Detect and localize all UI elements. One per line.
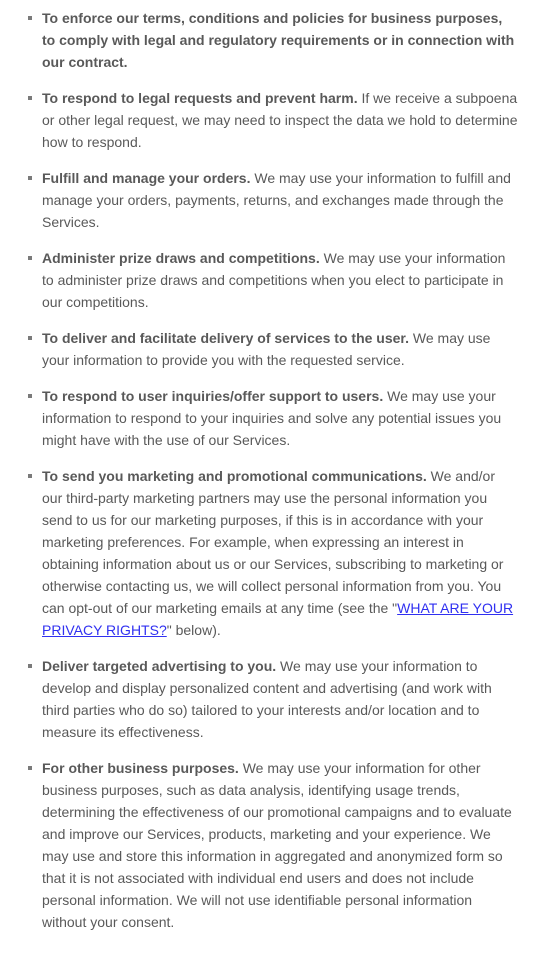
privacy-rights-link[interactable]: WHAT ARE YOUR PRIVACY RIGHTS? xyxy=(42,600,514,638)
item-text: We may use your information to develop and display personalized content and advertising (and work with third parties who do so) tailored to your interests and/or location and to measure its effectiveness. xyxy=(42,658,492,740)
square-bullet-icon xyxy=(28,336,32,340)
item-text: We may use your information to administer prize draws and competitions when you elect to participate in our competitions. xyxy=(42,250,506,310)
square-bullet-icon xyxy=(28,664,32,668)
square-bullet-icon xyxy=(28,96,32,100)
list-item-marketing xyxy=(0,465,538,641)
item-heading: To respond to user inquiries/offer support to users. xyxy=(42,388,384,404)
list-item-enforce-terms xyxy=(0,7,538,73)
item-heading: To respond to legal requests and prevent harm. xyxy=(42,90,358,106)
item-text: We may use your information to provide you with the requested service. xyxy=(42,330,491,368)
list-item-other-purposes xyxy=(0,757,538,933)
item-heading: For other business purposes. xyxy=(42,760,239,776)
item-heading: To send you marketing and promotional communications. xyxy=(42,468,427,484)
list-item-targeted-advertising xyxy=(0,655,538,743)
list-item-deliver-services xyxy=(0,327,538,371)
square-bullet-icon xyxy=(28,16,32,20)
item-heading: To deliver and facilitate delivery of services to the user. xyxy=(42,330,409,346)
square-bullet-icon xyxy=(28,474,32,478)
square-bullet-icon xyxy=(28,766,32,770)
item-heading: Deliver targeted advertising to you. xyxy=(42,658,277,674)
list-item-user-inquiries xyxy=(0,385,538,451)
list-item-prize-draws xyxy=(0,247,538,313)
list-item-legal-requests xyxy=(0,87,538,153)
item-heading: To enforce our terms, conditions and policies for business purposes, to comply with legal and regulatory requirements or in connection with our contract. xyxy=(42,10,515,70)
item-heading: Administer prize draws and competitions. xyxy=(42,250,320,266)
item-heading: Fulfill and manage your orders. xyxy=(42,170,251,186)
item-text: We and/or our third-party marketing partners may use the personal information you send to us for our marketing purposes, if this is in accordance with your marketing preferences. For example, when expressing an interest in obtaining information about us or our Services, subscribing to marketing or otherwise contacting us, we will collect personal information from you. You can opt-out of our marketing emails at any time (see the " xyxy=(42,468,504,616)
item-text: If we receive a subpoena or other legal request, we may need to inspect the data we hold to determine how to respond. xyxy=(42,90,518,150)
item-text: We may use your information to respond to your inquiries and solve any potential issues you might have with the use of our Services. xyxy=(42,388,502,448)
item-text: We may use your information to fulfill and manage your orders, payments, returns, and exchanges made through the Services. xyxy=(42,170,511,230)
item-text: We may use your information for other business purposes, such as data analysis, identifying usage trends, determining the effectiveness of our promotional campaigns and to evaluate and improve our Services, products, marketing and your experience. We may use and store this information in aggregated and anonymized form so that it is not associated with individual end users and does not include personal information. We will not use identifiable personal information without your consent. xyxy=(42,760,512,930)
square-bullet-icon xyxy=(28,176,32,180)
item-text-after: " below). xyxy=(166,622,221,638)
square-bullet-icon xyxy=(28,256,32,260)
list-item-orders xyxy=(0,167,538,233)
square-bullet-icon xyxy=(28,394,32,398)
